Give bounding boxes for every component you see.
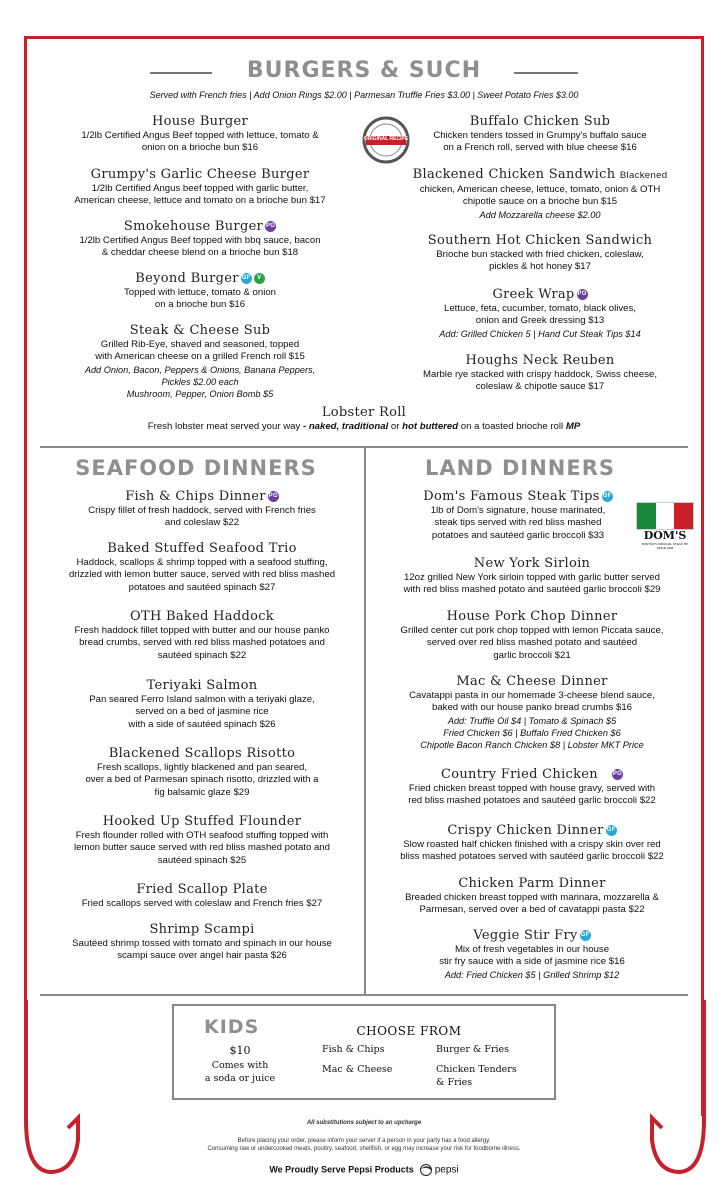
menu-item xyxy=(80,270,320,312)
item-desc: onion and Greek dressing $13 xyxy=(475,315,605,327)
item-desc: served on a bed of jasmine rice xyxy=(135,706,269,718)
pepsi-line xyxy=(0,1164,728,1176)
menu-item xyxy=(60,218,340,260)
item-desc: with American cheese on a grilled French roll $15 xyxy=(95,351,305,363)
item-name xyxy=(372,927,692,944)
item-desc: Haddock, scallops & shrimp topped with a seafood stuffing, xyxy=(76,557,328,568)
item-name: Buffalo Chicken Sub xyxy=(469,114,611,129)
item-name-text: Blackened Chicken Sandwich xyxy=(412,167,616,182)
item-desc: Pan seared Ferro Island salmon with a teriyaki glaze, xyxy=(89,694,315,705)
item-desc: Fried scallops served with coleslaw and French fries $27 xyxy=(81,898,323,909)
menu-item xyxy=(372,875,692,917)
menu-item xyxy=(400,488,636,542)
gf-badge-icon: GF xyxy=(241,273,252,284)
item-desc: steak tips served with red bliss mashed xyxy=(434,517,602,529)
item-name: Shrimp Scampi xyxy=(149,922,255,937)
menu-item xyxy=(400,232,680,274)
item-desc: scampi sauce over angel hair pasta $26 xyxy=(117,950,287,962)
item-addon: Add Mozzarella cheese $2.00 xyxy=(479,209,601,220)
item-name-text: Country Fried Chicken xyxy=(441,767,598,782)
menu-item xyxy=(50,166,350,208)
item-name: Steak & Cheese Sub xyxy=(129,323,271,338)
item-desc: drizzled with lemon butter sauce, served with red bliss mashed xyxy=(68,569,336,581)
burgers-title: BURGERS & SUCH xyxy=(246,58,482,83)
item-desc: bread crumbs, served with red bliss mashed potatoes and xyxy=(79,637,325,649)
item-desc: coleslaw & chipotle sauce $17 xyxy=(475,381,605,393)
item-name xyxy=(400,286,680,303)
item-desc: with red bliss mashed potato and sautéed garlic broccoli $29 xyxy=(403,584,661,596)
pg-badge-icon: PG xyxy=(612,769,623,780)
lobster-options: - naked, traditional xyxy=(302,421,389,432)
item-desc: 1/2lb Certified Angus beef topped with garlic butter, xyxy=(91,183,309,194)
item-desc: baked with our house panko bread crumbs $16 xyxy=(432,702,632,714)
menu-item xyxy=(42,813,362,867)
item-desc: potatoes and sautéed garlic broccoli $33 xyxy=(431,529,605,541)
allergy-note: Before placing your order, please inform your server if a person in your party has a food allergy. xyxy=(237,1138,491,1144)
kids-title: KIDS xyxy=(204,1016,260,1038)
menu-item xyxy=(385,166,695,221)
burgers-subline: Served with French fries | Add Onion Rings $2.00 | Parmesan Truffle Fries $3.00 | Sweet Potato Fries $3.00 xyxy=(149,90,579,100)
item-desc: Lettuce, feta, cucumber, tomato, black olives, xyxy=(444,303,636,314)
kids-option: Chicken Tenders xyxy=(436,1064,517,1075)
pepsi-logo-text: pepsi xyxy=(434,1164,459,1176)
item-desc: sautéed spinach $22 xyxy=(157,649,247,661)
menu-item xyxy=(372,608,692,662)
pg-badge-icon: PG xyxy=(265,221,276,232)
kids-option: Mac & Cheese xyxy=(322,1064,393,1075)
item-name xyxy=(372,766,692,783)
item-desc: red bliss mashed potatoes and sautéed garlic broccoli $22 xyxy=(408,795,656,807)
item-name: House Burger xyxy=(151,114,248,129)
item-name-text: Greek Wrap xyxy=(492,287,575,302)
seafood-title: SEAFOOD DINNERS xyxy=(75,456,317,480)
item-addon: Add: Truffle Oil $4 | Tomato & Spinach $5 xyxy=(447,715,617,726)
doms-logo-tag: BOSTON'S ORIGINAL STEAK TIP xyxy=(641,542,689,546)
title-rule-left xyxy=(150,72,212,74)
seal-text: ORIGINAL RECIPE xyxy=(363,136,409,142)
menu-item xyxy=(50,488,354,530)
item-name xyxy=(60,218,340,235)
kids-option: & Fries xyxy=(436,1077,473,1088)
gf-badge-icon: GF xyxy=(580,930,591,941)
column-divider xyxy=(364,446,366,994)
item-desc: on a brioche bun $16 xyxy=(154,299,246,311)
item-name-text: Dom's Famous Steak Tips xyxy=(423,489,600,504)
menu-item xyxy=(372,673,692,751)
substitutions-note: All substitutions subject to an upcharge xyxy=(306,1120,422,1126)
item-desc: Sautéed shrimp tossed with tomato and spinach in our house xyxy=(72,938,332,949)
item-name-text: Beyond Burger xyxy=(135,271,239,286)
lobster-hot-option: hot buttered xyxy=(402,421,459,432)
item-desc: American cheese, lettuce and tomato on a brioche bun $17 xyxy=(74,195,326,207)
menu-item xyxy=(42,540,362,594)
item-desc: 1/2lb Certified Angus Beef topped with bbq sauce, bacon xyxy=(79,235,321,246)
item-name xyxy=(400,488,636,505)
item-name xyxy=(80,270,320,287)
item-name: Teriyaki Salmon xyxy=(146,678,258,693)
kids-note: a soda or juice xyxy=(204,1073,276,1084)
item-name: Lobster Roll xyxy=(321,405,407,420)
pepsi-text: We Proudly Serve Pepsi Products xyxy=(269,1164,414,1175)
item-desc: over a bed of Parmesan spinach risotto, drizzled with a xyxy=(85,774,319,786)
item-desc: potatoes and sautéed spinach $27 xyxy=(128,581,276,593)
item-desc: Mix of fresh vegetables in our house xyxy=(454,944,610,955)
gf-badge-icon: GF xyxy=(602,491,613,502)
pepsi-logo-icon xyxy=(420,1164,432,1176)
item-desc: Fresh scallops, lightly blackened and pan seared, xyxy=(96,762,308,773)
left-hook-icon xyxy=(10,1000,90,1190)
item-desc: garlic broccoli $21 xyxy=(493,649,571,661)
item-name-extra: Blackened xyxy=(619,170,668,181)
item-name xyxy=(372,822,692,839)
pg-badge-icon: PG xyxy=(577,289,588,300)
item-name: Fried Scallop Plate xyxy=(136,882,268,897)
item-desc: Grilled Rib-Eye, shaved and seasoned, topped xyxy=(100,339,300,350)
menu-item xyxy=(400,286,680,340)
item-name-text: Fish & Chips Dinner xyxy=(125,489,266,504)
item-addon: Pickles $2.00 each xyxy=(161,376,239,387)
item-desc: Fried chicken breast topped with house gravy, served with xyxy=(408,783,656,794)
menu-item xyxy=(400,113,680,155)
item-desc: Fresh flounder rolled with OTH seafood stuffing topped with xyxy=(75,830,329,841)
item-desc: stir fry sauce with a side of jasmine rice $16 xyxy=(439,956,625,968)
item-name: OTH Baked Haddock xyxy=(130,609,274,624)
item-addon: Add Onion, Bacon, Peppers & Onions, Banana Peppers, xyxy=(84,364,316,375)
item-name: Baked Stuffed Seafood Trio xyxy=(107,541,297,556)
lobster-roll-item xyxy=(60,404,668,433)
gf-badge-icon: GF xyxy=(606,825,617,836)
menu-item xyxy=(400,352,680,394)
item-desc: Fresh haddock fillet topped with butter and our house panko xyxy=(74,625,330,636)
item-addon: Add: Fried Chicken $5 | Grilled Shrimp $12 xyxy=(444,969,620,980)
kids-price: $10 xyxy=(229,1044,251,1057)
item-addon: Chipotle Bacon Ranch Chicken $8 | Lobster MKT Price xyxy=(420,739,644,750)
item-name-text: Crispy Chicken Dinner xyxy=(447,823,604,838)
menu-item xyxy=(42,608,362,662)
item-name: Houghs Neck Reuben xyxy=(465,353,615,368)
kids-option: Fish & Chips xyxy=(322,1044,385,1055)
item-desc: Crispy fillet of fresh haddock, served with French fries xyxy=(88,505,316,516)
item-name: Blackened Scallops Risotto xyxy=(108,746,296,761)
lobster-desc-text: Fresh lobster meat served your way xyxy=(147,421,301,432)
item-desc: Cavatappi pasta in our homemade 3-cheese blend sauce, xyxy=(409,690,655,701)
vegan-badge-icon: V xyxy=(254,273,265,284)
item-desc: Grilled center cut pork chop topped with lemon Piccata sauce, xyxy=(400,625,664,636)
doms-logo-since: SINCE 1966 xyxy=(656,546,674,550)
item-desc: Topped with lettuce, tomato & onion xyxy=(124,287,276,298)
kids-option: Burger & Fries xyxy=(436,1044,510,1055)
item-desc: pickles & hot honey $17 xyxy=(489,261,591,273)
land-title: LAND DINNERS xyxy=(425,456,615,480)
lobster-desc-tail: on a toasted brioche roll xyxy=(458,421,566,432)
lobster-or: or xyxy=(388,421,403,432)
item-name-text: Veggie Stir Fry xyxy=(473,928,578,943)
item-name: Southern Hot Chicken Sandwich xyxy=(427,233,653,248)
item-name: Grumpy's Garlic Cheese Burger xyxy=(90,167,310,182)
menu-item xyxy=(42,921,362,963)
item-desc: onion on a brioche bun $16 xyxy=(141,142,259,154)
kids-note: Comes with xyxy=(211,1060,269,1071)
item-desc: on a French roll, served with blue cheese $16 xyxy=(443,142,637,154)
kids-box xyxy=(172,1004,556,1100)
item-desc: bliss mashed potatoes served with sautéed garlic broccoli $22 xyxy=(400,851,664,863)
consumption-warning: Consuming raw or undercooked meats, poultry, seafood, shellfish, or egg may increase your risk for foodborne illness. xyxy=(207,1146,521,1152)
kids-divider xyxy=(40,994,688,996)
item-addon: Mushroom, Pepper, Onion Bomb $5 xyxy=(126,388,274,399)
item-desc: Slow roasted half chicken finished with a crispy skin over red xyxy=(403,839,661,850)
item-desc: & cheddar cheese blend on a brioche bun $18 xyxy=(101,247,299,259)
menu-item xyxy=(60,322,340,400)
italian-flag-icon xyxy=(636,502,694,530)
menu-item xyxy=(42,881,362,910)
item-desc: sautéed spinach $25 xyxy=(157,854,247,866)
menu-item xyxy=(70,113,330,155)
menu-item xyxy=(42,677,362,731)
right-hook-icon xyxy=(640,1000,720,1190)
item-desc: lemon butter sauce served with red bliss mashed potato and xyxy=(74,842,330,854)
item-desc: Chicken tenders tossed in Grumpy's buffalo sauce xyxy=(433,130,647,141)
kids-choose-heading: CHOOSE FROM xyxy=(356,1024,462,1038)
item-desc: Brioche bun stacked with fried chicken, coleslaw, xyxy=(436,249,644,260)
item-desc: chipotle sauce on a brioche bun $15 xyxy=(462,196,618,208)
menu-item xyxy=(372,927,692,981)
item-desc: Marble rye stacked with crispy haddock, Swiss cheese, xyxy=(422,369,658,380)
pg-badge-icon: PG xyxy=(268,491,279,502)
menu-item xyxy=(372,822,692,864)
item-desc: 1lb of Dom's signature, house marinated, xyxy=(430,505,606,516)
item-desc xyxy=(60,421,668,433)
doms-logo-name: DOM'S xyxy=(643,529,687,542)
menu-item xyxy=(372,766,692,808)
menu-item xyxy=(42,745,362,799)
item-name: House Pork Chop Dinner xyxy=(446,609,618,624)
item-desc: fig balsamic glaze $29 xyxy=(154,786,250,798)
item-name: New York Sirloin xyxy=(473,556,591,571)
item-desc: 1/2lb Certified Angus Beef topped with lettuce, tomato & xyxy=(81,130,319,141)
title-rule-right xyxy=(514,72,578,74)
item-desc: served over red bliss mashed potato and sautéed xyxy=(426,637,638,649)
lobster-price: MP xyxy=(565,421,581,432)
item-desc: Breaded chicken breast topped with marinara, mozzarella & xyxy=(405,892,659,903)
item-addon: Fried Chicken $6 | Buffalo Fried Chicken $6 xyxy=(443,727,621,738)
item-desc: and coleslaw $22 xyxy=(164,517,240,529)
item-addon: Add: Grilled Chicken 5 | Hand Cut Steak Tips $14 xyxy=(439,328,641,339)
item-desc: chicken, American cheese, lettuce, tomato, onion & OTH xyxy=(419,184,661,195)
item-name: Chicken Parm Dinner xyxy=(458,876,606,891)
item-name xyxy=(385,166,695,184)
item-name-text: Smokehouse Burger xyxy=(123,219,264,234)
item-desc: 12oz grilled New York sirloin topped with garlic butter served xyxy=(404,572,660,583)
item-name: Mac & Cheese Dinner xyxy=(456,674,608,689)
item-name: Hooked Up Stuffed Flounder xyxy=(102,814,302,829)
item-desc: with a side of sautéed spinach $26 xyxy=(128,718,276,730)
doms-logo xyxy=(636,502,694,548)
item-name xyxy=(50,488,354,505)
menu-item xyxy=(372,555,692,597)
item-desc: Parmesan, served over a bed of cavatappi pasta $22 xyxy=(419,904,645,916)
